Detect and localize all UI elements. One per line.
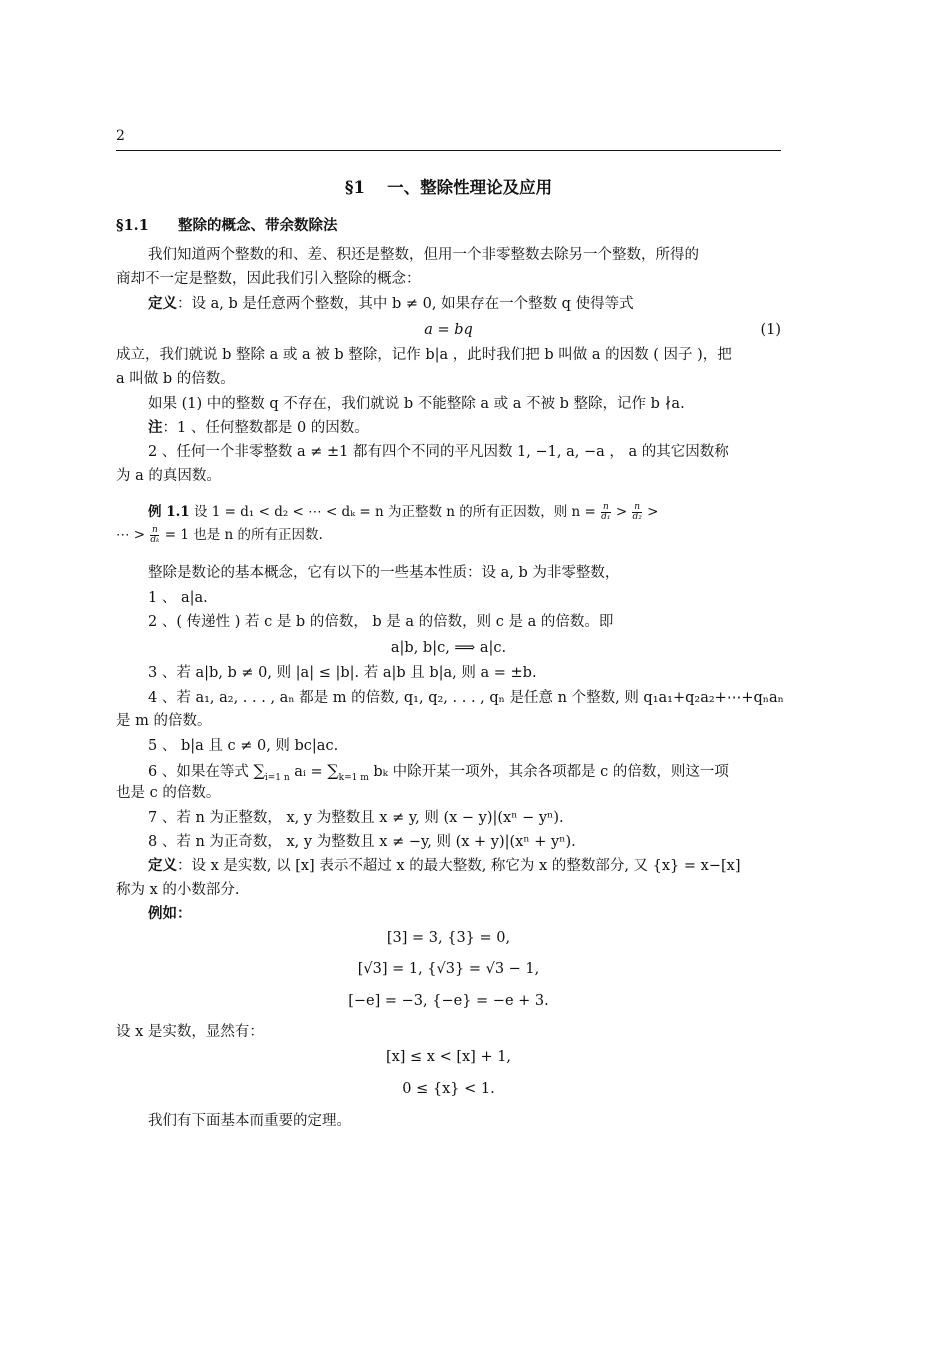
definition-after-line-1: 成立，我们就说 b 整除 a 或 a 被 b 整除，记作 b|a ，此时我们把 b 叫做 a 的因数 ( 因子 )，把 [116,347,732,363]
subsection-title: 整除的概念、带余数除法 [178,217,338,234]
inequality-2: 0 ≤ {x} < 1. [402,1081,495,1097]
frac-den-k: dₖ [150,535,160,545]
frac-num-1: n [602,502,609,512]
property-8: 8 、若 n 为正奇数， x, y 为整数且 x ≠ −y, 则 (x + y)|(xⁿ + yⁿ). [148,834,576,850]
property-6-sum-2: bₖ 中除开某一项外，其余各项都是 c 的倍数，则这一项 [373,764,729,780]
fraction-n-over-dk [150,526,159,545]
example-text-dots: ⋯ > [116,527,146,543]
fraction-n-over-d1 [601,503,610,522]
property-6-line-1 [116,761,781,784]
note-label: 注 [148,419,163,436]
example-1-1-line-2 [116,526,781,545]
subsection-heading [116,214,338,235]
frac-den-2: d₂ [632,512,642,522]
property-4-line-2: 是 m 的倍数。 [116,713,212,729]
real-x-intro: 设 x 是实数，显然有： [116,1024,264,1040]
property-7: 7 、若 n 为正整数， x, y 为整数且 x ≠ y, 则 (x − y)|(xⁿ − yⁿ). [148,810,564,826]
header-rule [116,150,781,151]
note-item-1-text: ：1 、任何整数都是 0 的因数。 [162,420,369,436]
definition-after-line-2: a 叫做 b 的倍数。 [116,371,235,387]
non-divisibility-line: 如果 (1) 中的整数 q 不存在，我们就说 b 不能整除 a 或 a 不被 b 整除，记作 b ∤a. [148,396,685,412]
definition-floor-label: 定义 [148,857,177,874]
note-item-2-line-1: 2 、任何一个非零整数 a ≠ ±1 都有四个不同的平凡因数 1, −1, a, −a ， a 的其它因数称 [148,444,729,460]
properties-intro: 整除是数论的基本概念，它有以下的一些基本性质：设 a, b 为非零整数， [148,565,620,581]
intro-line-2: 商却不一定是整数，因此我们引入整除的概念： [116,271,421,287]
definition-label: 定义 [148,295,177,312]
definition-text: ：设 a, b 是任意两个整数，其中 b ≠ 0, 如果存在一个整数 q 使得等式 [177,296,634,312]
sum-1-limits: i=1 n [264,772,290,783]
example-1-1-line-1 [116,503,781,522]
gt-sign-1: > [615,504,628,520]
inequality-1: [x] ≤ x < [x] + 1, [385,1049,512,1065]
examples-label: 例如 [148,905,177,922]
definition-divisibility [116,295,781,313]
frac-num-k: n [152,525,158,535]
closing-line: 我们有下面基本而重要的定理。 [148,1113,351,1129]
examples-heading [116,905,781,923]
property-2: 2 、( 传递性 ) 若 c 是 b 的倍数， b 是 a 的倍数，则 c 是 a 的倍数。即 [148,614,614,630]
frac-num-2: n [634,502,641,512]
intro-line-1: 我们知道两个整数的和、差、积还是整数，但用一个非零整数去除另一个整数，所得的 [148,247,699,263]
note-item-2-line-2: 为 a 的真因数。 [116,468,221,484]
property-3: 3 、若 a|b, b ≠ 0, 则 |a| ≤ |b|. 若 a|b 且 b|a, 则 a = ±b. [148,665,537,681]
equation-1-number: (1) [760,322,781,338]
example-equation-1: [3] = 3, {3} = 0, [386,930,511,946]
note-item-1 [116,419,781,437]
subsection-number: §1.1 [116,217,149,234]
property-6-line-2: 也是 c 的倍数。 [116,785,221,801]
examples-colon: ： [177,905,192,922]
sum-symbol-1: ∑ [253,761,265,780]
property-4-line-1: 4 、若 a₁, a₂, . . . , aₙ 都是 m 的倍数, q₁, q₂, . . . , qₙ 是任意 n 个整数, 则 q₁a₁+q₂a₂+⋯+qₙaₙ [148,690,784,706]
frac-den-1: d₁ [601,512,611,522]
example-label: 例 1.1 [148,504,190,520]
definition-floor-text: ：设 x 是实数, 以 [x] 表示不超过 x 的最大整数, 称它为 x 的整数部分, 又 {x} = x−[x] [177,858,741,874]
property-2-equation: a|b, b|c, ⟹ a|c. [390,640,507,656]
example-text-end: = 1 也是 n 的所有正因数. [164,527,323,543]
equation-1-body: a = bq [424,322,473,338]
sum-symbol-2: ∑ [327,761,339,780]
page-number: 2 [116,128,125,144]
property-6-sum-1: aᵢ = [294,764,323,780]
property-1: 1 、 a|a. [148,590,208,606]
example-equation-2: [√3] = 1, {√3} = √3 − 1, [357,961,540,977]
equation-1 [116,321,781,339]
definition-floor-line-1 [116,857,781,875]
gt-sign-2: > [647,504,659,520]
property-5: 5 、 b|a 且 c ≠ 0, 则 bc|ac. [148,738,339,754]
property-6-text-a: 6 、如果在等式 [148,764,249,780]
example-equation-3: [−e] = −3, {−e} = −e + 3. [348,993,549,1009]
example-text-a: 设 1 = d₁ < d₂ < ⋯ < dₖ = n 为正整数 n 的所有正因数，则 n = [193,504,596,520]
section-title: §1 一、整除性理论及应用 [344,178,553,197]
fraction-n-over-d2 [632,503,641,522]
sum-2-limits: k=1 m [338,772,369,783]
definition-floor-line-2: 称为 x 的小数部分. [116,882,240,898]
